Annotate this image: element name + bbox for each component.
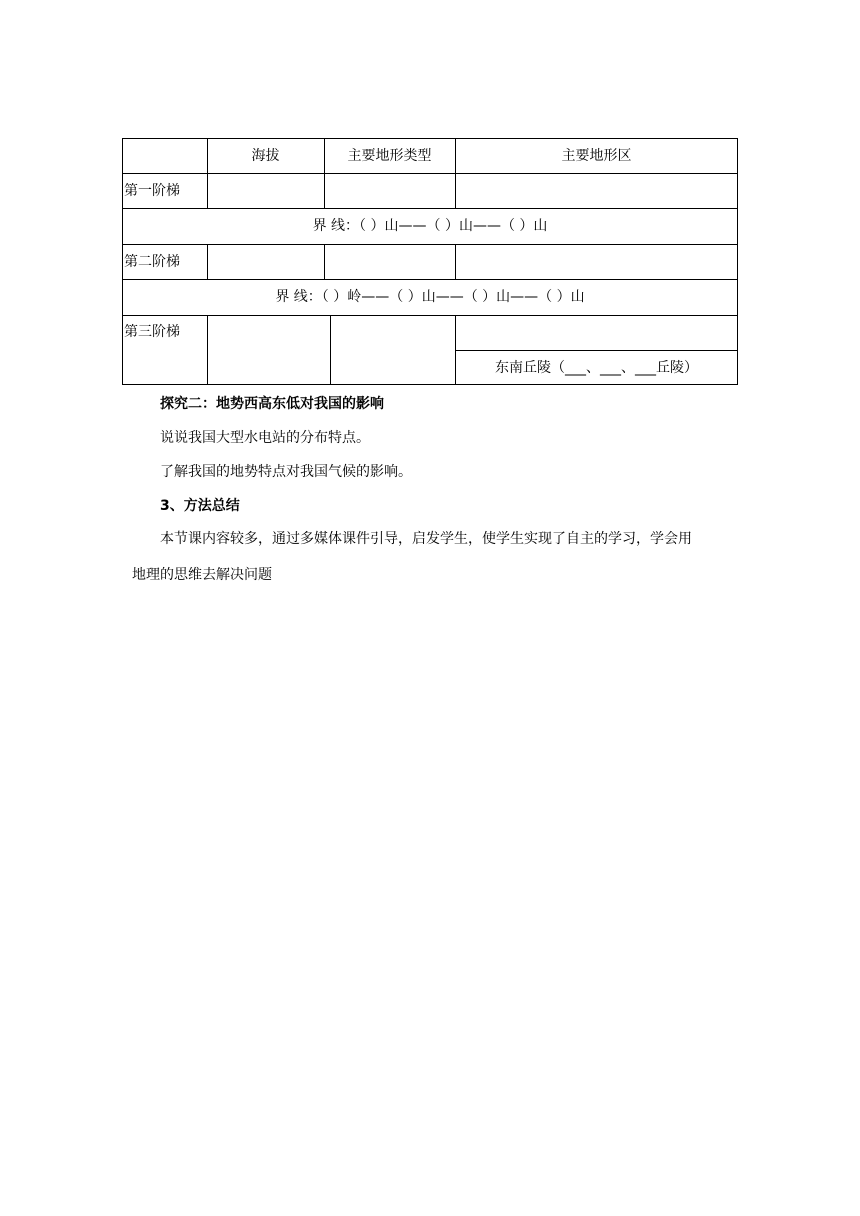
header-landform-types: 主要地形类型	[347, 147, 432, 164]
section2-question-1: 说说我国大型水电站的分布特点。	[160, 430, 370, 446]
blank-cell[interactable]	[207, 244, 324, 279]
summary-line-1: 本节课内容较多，通过多媒体课件引导，启发学生，使学生实现了自主的学习，学会用	[160, 531, 692, 547]
section2-heading: 探究二：地势西高东低对我国的影响	[160, 396, 384, 412]
blank-cell[interactable]	[455, 244, 738, 279]
section2-question-2: 了解我国的地势特点对我国气候的影响。	[160, 464, 412, 480]
blank-cell[interactable]	[455, 315, 738, 350]
section3-heading: 3、方法总结	[160, 498, 240, 514]
row-label-step1: 第一阶梯	[124, 182, 180, 199]
blank-cell[interactable]	[207, 315, 330, 385]
blank-cell[interactable]	[455, 173, 738, 208]
boundary-line-2: 界 线：（ ）岭——（ ）山——（ ）山——（ ）山	[275, 289, 585, 305]
blank-cell[interactable]	[207, 173, 324, 208]
summary-line-2: 地理的思维去解决问题	[132, 567, 272, 583]
header-elevation: 海拔	[251, 147, 280, 164]
header-landform-regions: 主要地形区	[561, 147, 632, 164]
boundary-line-1: 界 线：（ ）山——（ ）山——（ ）山	[312, 218, 548, 234]
blank-cell[interactable]	[324, 173, 455, 208]
blank-cell[interactable]	[324, 244, 455, 279]
terrain-steps-table	[122, 138, 738, 385]
southeast-hills-cell: 东南丘陵（___、___、___丘陵）	[495, 359, 698, 376]
blank-cell[interactable]	[330, 315, 455, 385]
row-label-step2: 第二阶梯	[124, 253, 180, 270]
row-label-step3: 第三阶梯	[124, 324, 180, 340]
